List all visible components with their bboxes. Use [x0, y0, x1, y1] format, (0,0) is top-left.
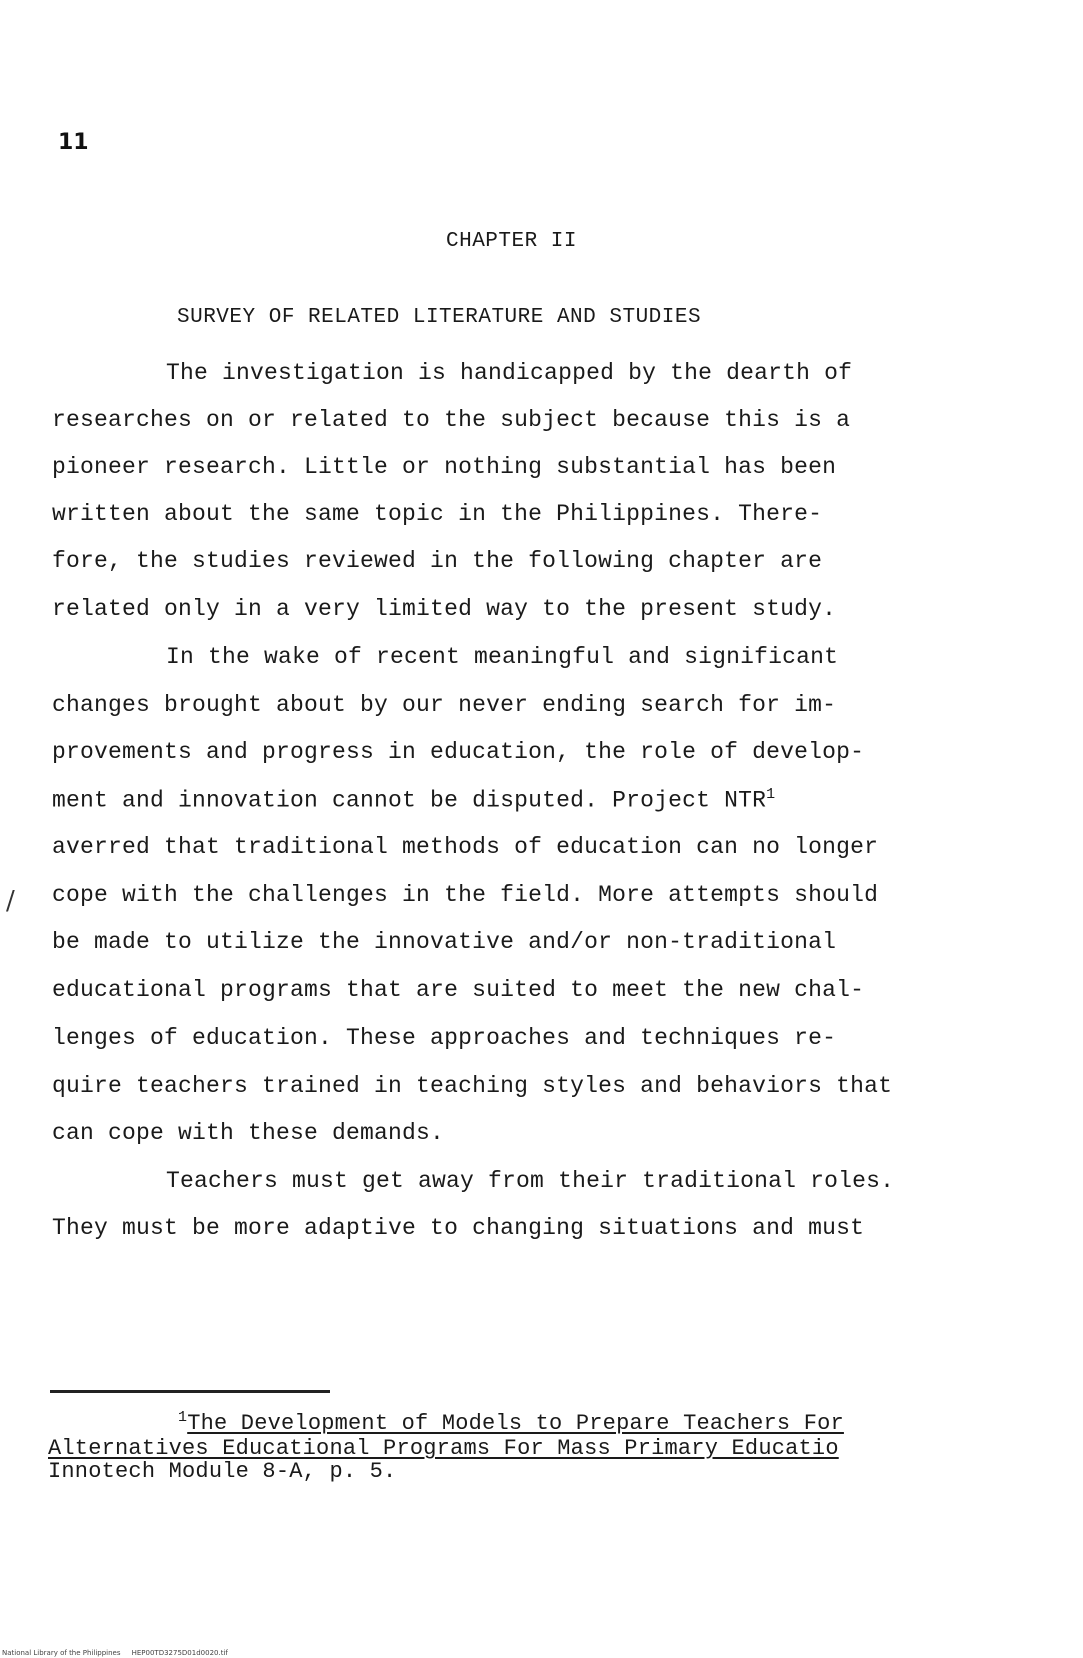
footnote-title-part1: The Development of Models to Prepare Teachers For	[187, 1411, 844, 1436]
body-line: educational programs that are suited to meet the new chal-	[52, 977, 865, 1003]
body-line: They must be more adaptive to changing situations and must	[52, 1215, 865, 1241]
body-line-text: ment and innovation cannot be disputed. Project NTR	[52, 787, 767, 814]
body-line: cope with the challenges in the field. More attempts should	[52, 882, 879, 908]
archive-footer: National Library of the Philippines HEP00TD3275D01d0020.tif	[2, 1649, 228, 1657]
footnote-marker: 1	[178, 1409, 188, 1426]
body-line: related only in a very limited way to the present study.	[52, 596, 837, 622]
body-line: quire teachers trained in teaching styles and behaviors that	[52, 1073, 893, 1099]
margin-mark: /	[6, 886, 15, 916]
footnote-line: Innotech Module 8-A, p. 5.	[48, 1459, 397, 1484]
chapter-title: CHAPTER II	[445, 230, 578, 253]
chapter-subtitle: SURVEY OF RELATED LITERATURE AND STUDIES	[177, 306, 702, 329]
footnote-line: Alternatives Educational Programs For Mass Primary Educatio	[48, 1436, 839, 1461]
body-line: Teachers must get away from their traditional roles.	[166, 1168, 895, 1194]
footnote-separator	[50, 1390, 330, 1393]
body-line-with-footnote-ref	[52, 786, 775, 814]
body-line: written about the same topic in the Philippines. There-	[52, 501, 823, 527]
body-line: In the wake of recent meaningful and significant	[166, 644, 839, 670]
body-line: can cope with these demands.	[52, 1120, 445, 1146]
body-line: The investigation is handicapped by the dearth of	[166, 360, 853, 386]
body-line: researches on or related to the subject because this is a	[52, 407, 851, 433]
body-line: lenges of education. These approaches and techniques re-	[52, 1025, 837, 1051]
footnote-line	[178, 1411, 844, 1436]
footnote-reference: 1	[766, 786, 776, 803]
body-line: fore, the studies reviewed in the following chapter are	[52, 548, 823, 574]
body-line: changes brought about by our never ending search for im-	[52, 692, 837, 718]
body-line: be made to utilize the innovative and/or non-traditional	[52, 929, 837, 955]
body-line: averred that traditional methods of education can no longer	[52, 834, 879, 860]
body-line: pioneer research. Little or nothing substantial has been	[52, 454, 837, 480]
body-line: provements and progress in education, the role of develop-	[52, 739, 865, 765]
page-number: 11	[58, 130, 89, 155]
